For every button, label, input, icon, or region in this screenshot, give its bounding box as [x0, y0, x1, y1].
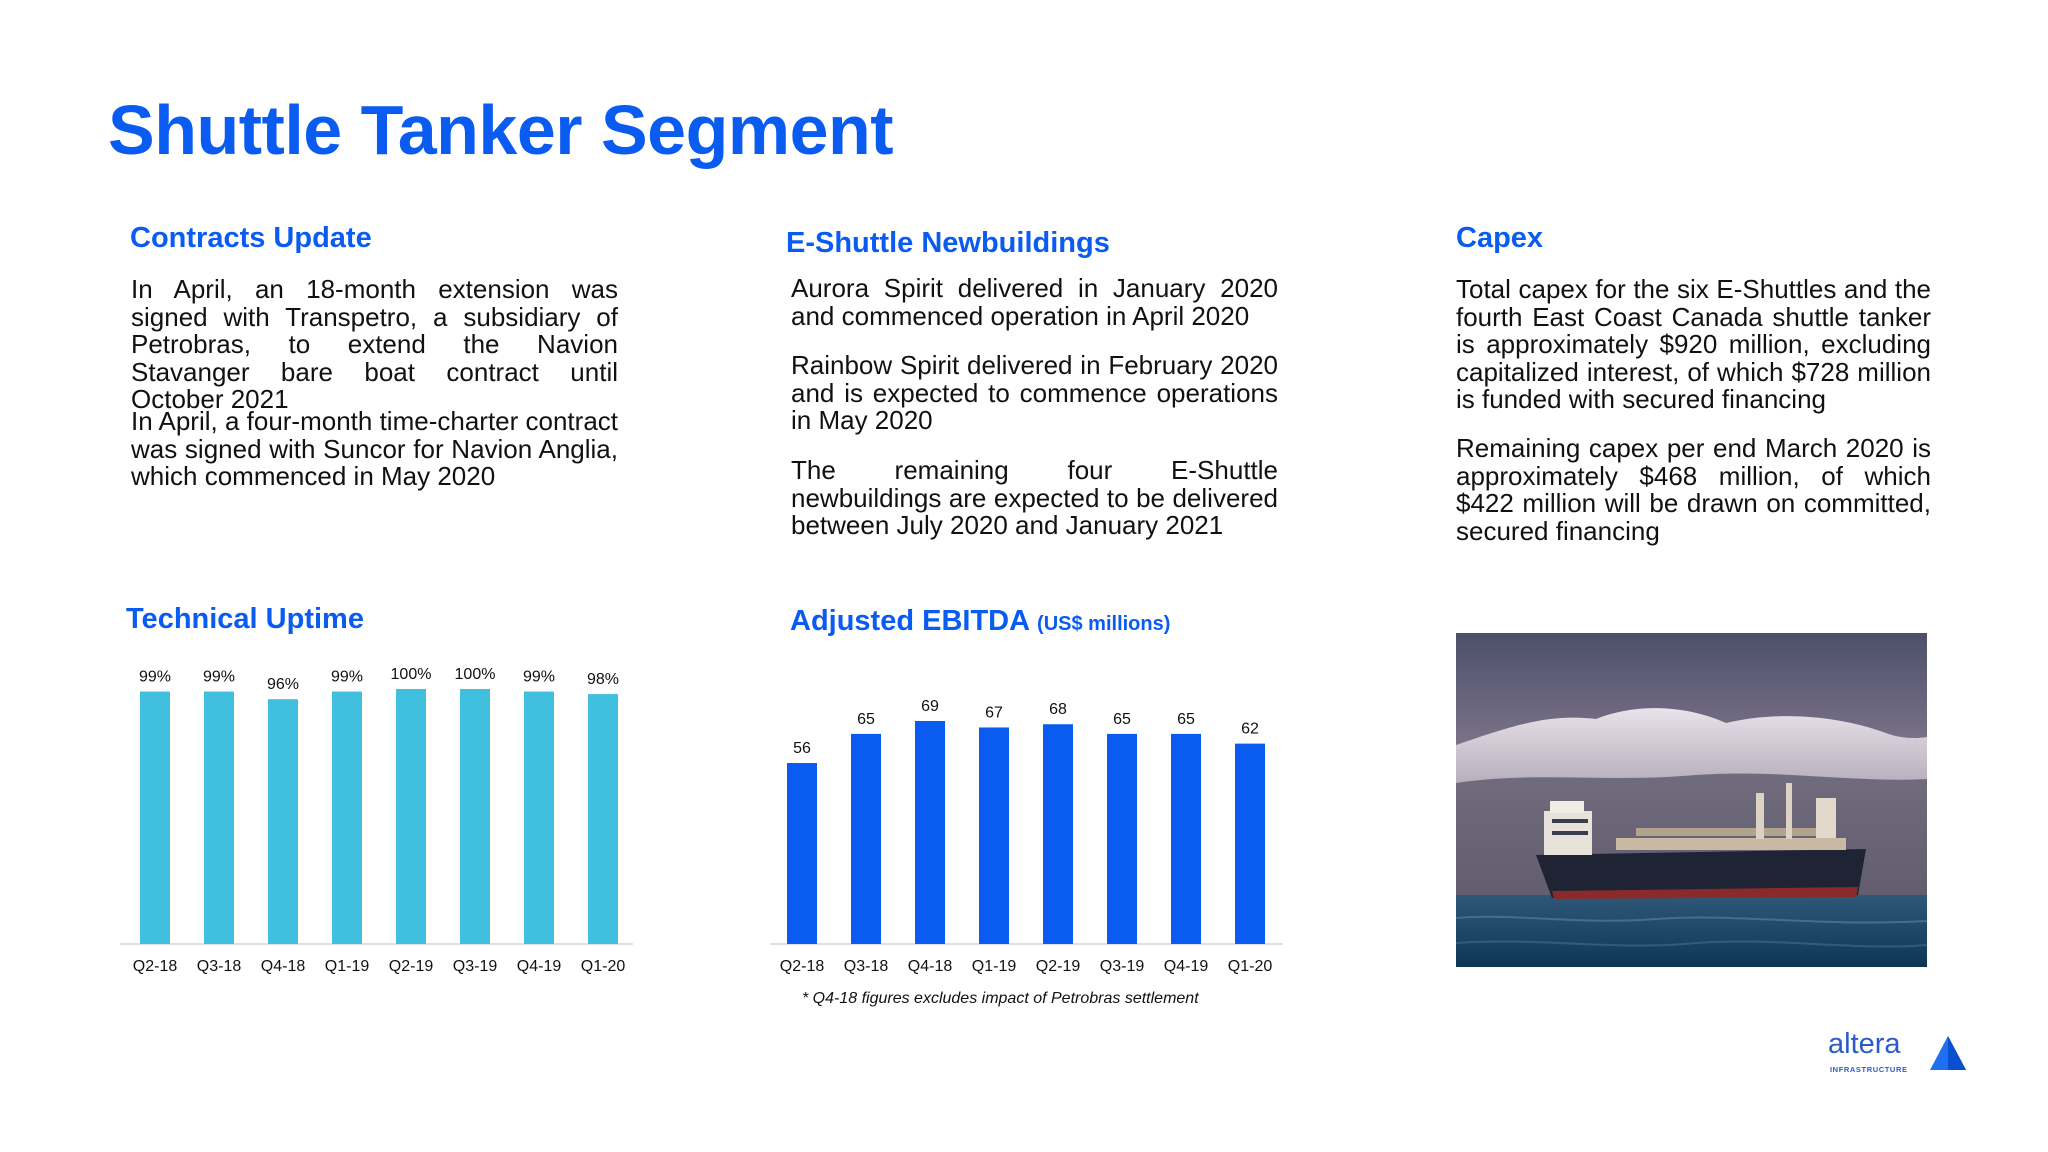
ebitda-chart-title [790, 605, 1170, 638]
contracts-paragraph-2: In April, a four-month time-charter contract was signed with Suncor for Navion Anglia, which commenced in May 2020 [131, 406, 618, 491]
bar-Q2-18 [140, 692, 170, 944]
ebitda-bar-chart [770, 690, 1290, 985]
data-label: 99% [138, 668, 172, 686]
bar-Q3-19 [460, 689, 490, 944]
data-label: 65 [1113, 710, 1131, 728]
bar-Q1-19 [979, 727, 1009, 944]
x-tick-label: Q2-19 [388, 958, 434, 975]
contracts-heading: Contracts Update [130, 222, 372, 254]
x-tick-label: Q1-19 [324, 958, 370, 975]
data-label: 56 [793, 740, 811, 758]
data-label: 99% [202, 668, 236, 686]
x-tick-label: Q3-18 [196, 958, 242, 975]
bar-Q3-18 [204, 692, 234, 944]
bar-Q2-19 [1043, 724, 1073, 944]
x-tick-label: Q3-19 [1099, 958, 1145, 975]
bar-Q1-20 [1235, 744, 1265, 944]
x-tick-label: Q4-18 [907, 958, 953, 975]
bar-Q4-18 [268, 699, 298, 944]
logo-wordmark: altera [1828, 1028, 1901, 1060]
x-tick-label: Q4-18 [260, 958, 306, 975]
logo-subtitle: INFRASTRUCTURE [1830, 1065, 1908, 1074]
page-title: Shuttle Tanker Segment [108, 91, 894, 169]
ebitda-title-text: Adjusted EBITDA [790, 605, 1029, 637]
data-label: 98% [586, 671, 620, 689]
data-label: 68 [1049, 701, 1067, 719]
x-tick-label: Q1-20 [580, 958, 626, 975]
uptime-chart-title: Technical Uptime [126, 603, 364, 635]
bar-Q3-19 [1107, 734, 1137, 944]
capex-paragraph-1: Total capex for the six E-Shuttles and the fourth East Coast Canada shuttle tanker is approximately $920 million, excluding capitalized interest, of which $728 million is funded with secured financing [1456, 274, 1931, 414]
bar-Q4-19 [524, 692, 554, 944]
data-label: 62 [1241, 720, 1259, 738]
contracts-paragraph-1: In April, an 18-month extension was signed with Transpetro, a subsidiary of Petrobras, to extend the Navion Stavanger bare boat contract until October 2021 [131, 274, 618, 414]
eshuttle-heading: E-Shuttle Newbuildings [786, 227, 1110, 259]
data-label: 100% [390, 666, 432, 683]
capex-heading: Capex [1456, 222, 1544, 254]
eshuttle-paragraph-2: Rainbow Spirit delivered in February 2020 and is expected to commence operations in May 2020 [791, 350, 1278, 435]
shuttle-tanker-photo [1456, 633, 1927, 967]
x-tick-label: Q1-20 [1227, 958, 1273, 975]
data-label: 99% [522, 668, 556, 686]
ebitda-footnote: * Q4-18 figures excludes impact of Petrobras settlement [802, 990, 1199, 1007]
bar-Q3-18 [851, 734, 881, 944]
ebitda-unit-label: (US$ millions) [1037, 613, 1171, 635]
data-label: 65 [857, 710, 875, 728]
bar-Q2-19 [396, 689, 426, 944]
uptime-bar-chart [120, 655, 640, 985]
x-tick-label: Q2-18 [779, 958, 825, 975]
bar-Q4-19 [1171, 734, 1201, 944]
logo-triangle-icon [1928, 1034, 1968, 1074]
x-tick-label: Q4-19 [516, 958, 562, 975]
data-label: 96% [266, 676, 300, 694]
eshuttle-paragraph-3: The remaining four E-Shuttle newbuildings are expected to be delivered between July 2020 and January 2021 [791, 455, 1278, 540]
data-label: 67 [985, 704, 1003, 722]
x-tick-label: Q2-18 [132, 958, 178, 975]
altera-logo [1828, 1028, 1968, 1078]
data-label: 65 [1177, 710, 1195, 728]
capex-paragraph-2: Remaining capex per end March 2020 is approximately $468 million, of which $422 million will be drawn on committed, secured financing [1456, 433, 1931, 546]
bar-Q1-19 [332, 692, 362, 944]
bar-Q2-18 [787, 763, 817, 944]
bar-Q4-18 [915, 721, 945, 944]
data-label: 69 [921, 698, 939, 715]
bar-Q1-20 [588, 694, 618, 944]
data-label: 99% [330, 668, 364, 686]
x-tick-label: Q1-19 [971, 958, 1017, 975]
data-label: 100% [454, 666, 496, 683]
x-tick-label: Q3-18 [843, 958, 889, 975]
x-tick-label: Q3-19 [452, 958, 498, 975]
x-tick-label: Q4-19 [1163, 958, 1209, 975]
eshuttle-paragraph-1: Aurora Spirit delivered in January 2020 and commenced operation in April 2020 [791, 273, 1278, 331]
x-tick-label: Q2-19 [1035, 958, 1081, 975]
